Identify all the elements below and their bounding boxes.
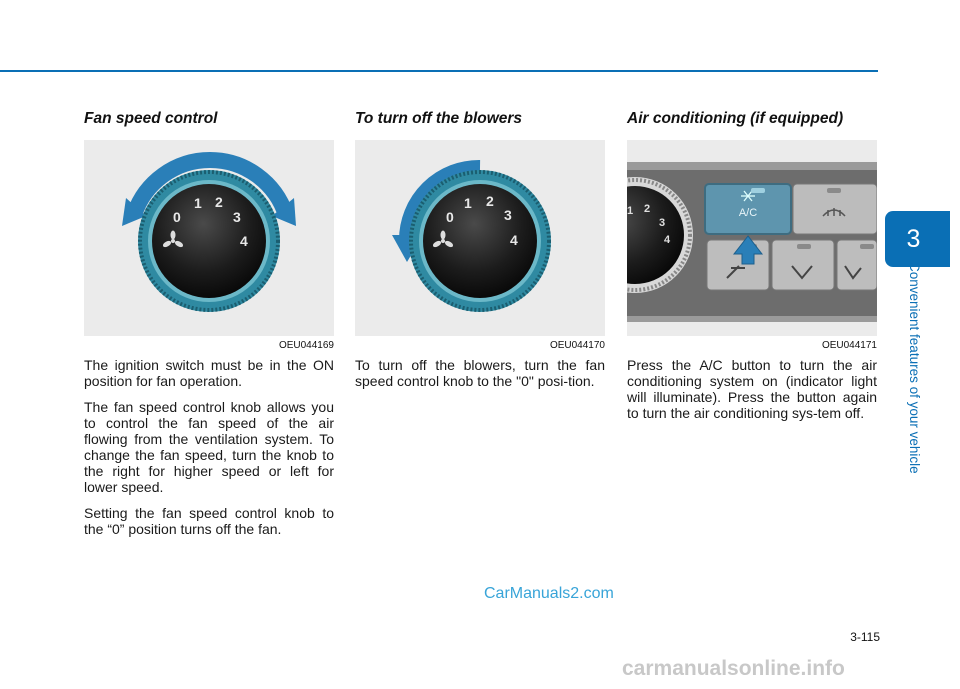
dial-label-1: 1 — [627, 205, 634, 217]
paragraph: The ignition switch must be in the ON position for fan operation. — [84, 357, 334, 389]
dial-label-2: 2 — [486, 193, 494, 209]
dial-label-4: 4 — [240, 233, 248, 249]
blower-off-illustration — [355, 140, 605, 336]
dial-label-3: 3 — [659, 217, 666, 229]
chapter-title: Convenient features of your vehicle — [907, 262, 922, 474]
paragraph: To turn off the blowers, turn the fan speed control knob to the "0" posi-tion. — [355, 357, 605, 389]
section-heading: Air conditioning (if equipped) — [627, 110, 844, 127]
fan-knob-figure — [84, 140, 334, 336]
dial-label-1: 1 — [194, 195, 202, 211]
paragraph: The fan speed control knob allows you to control the fan speed of the air flowing from the ventilation system. To change the fan speed, turn the knob to the right for higher speed or left for lower speed. — [84, 399, 334, 495]
watermark-bottom[interactable]: carmanualsonline.info — [622, 657, 845, 680]
ac-panel-figure — [627, 140, 877, 336]
ac-panel-illustration — [627, 140, 877, 336]
fan-knob-illustration — [84, 140, 334, 336]
top-rule — [0, 70, 878, 72]
section-air-conditioning — [627, 110, 877, 431]
figure-code: OEU044171 — [821, 340, 877, 351]
dial-label-1: 1 — [464, 195, 472, 211]
section-heading: Fan speed control — [84, 110, 218, 127]
dial-label-3: 3 — [233, 209, 241, 225]
chapter-tab — [885, 211, 950, 267]
ac-button-label: A/C — [738, 207, 758, 219]
figure-code: OEU044170 — [549, 340, 605, 351]
paragraph: Press the A/C button to turn the air conditioning system on (indicator light will illuminate). Press the button again to turn the air conditioning sys-tem off. — [627, 357, 877, 421]
watermark-top[interactable]: CarManuals2.com — [484, 585, 614, 602]
dial-label-2: 2 — [644, 203, 651, 215]
figure-code: OEU044169 — [278, 340, 334, 351]
dial-label-0: 0 — [446, 209, 454, 225]
section-heading: To turn off the blowers — [355, 110, 523, 127]
dial-label-4: 4 — [664, 234, 671, 246]
blower-off-figure — [355, 140, 605, 336]
dial-label-4: 4 — [510, 232, 518, 248]
chapter-number: 3 — [906, 225, 921, 253]
dial-label-3: 3 — [504, 207, 512, 223]
page-number: 3-115 — [850, 630, 880, 644]
paragraph: Setting the fan speed control knob to the “0” position turns off the fan. — [84, 505, 334, 537]
dial-label-0: 0 — [173, 209, 181, 225]
section-turn-off-blowers — [355, 110, 605, 399]
section-fan-speed — [84, 110, 334, 547]
mode-button-1 — [707, 240, 769, 290]
dial-label-2: 2 — [215, 194, 223, 210]
knob-face — [423, 184, 537, 298]
